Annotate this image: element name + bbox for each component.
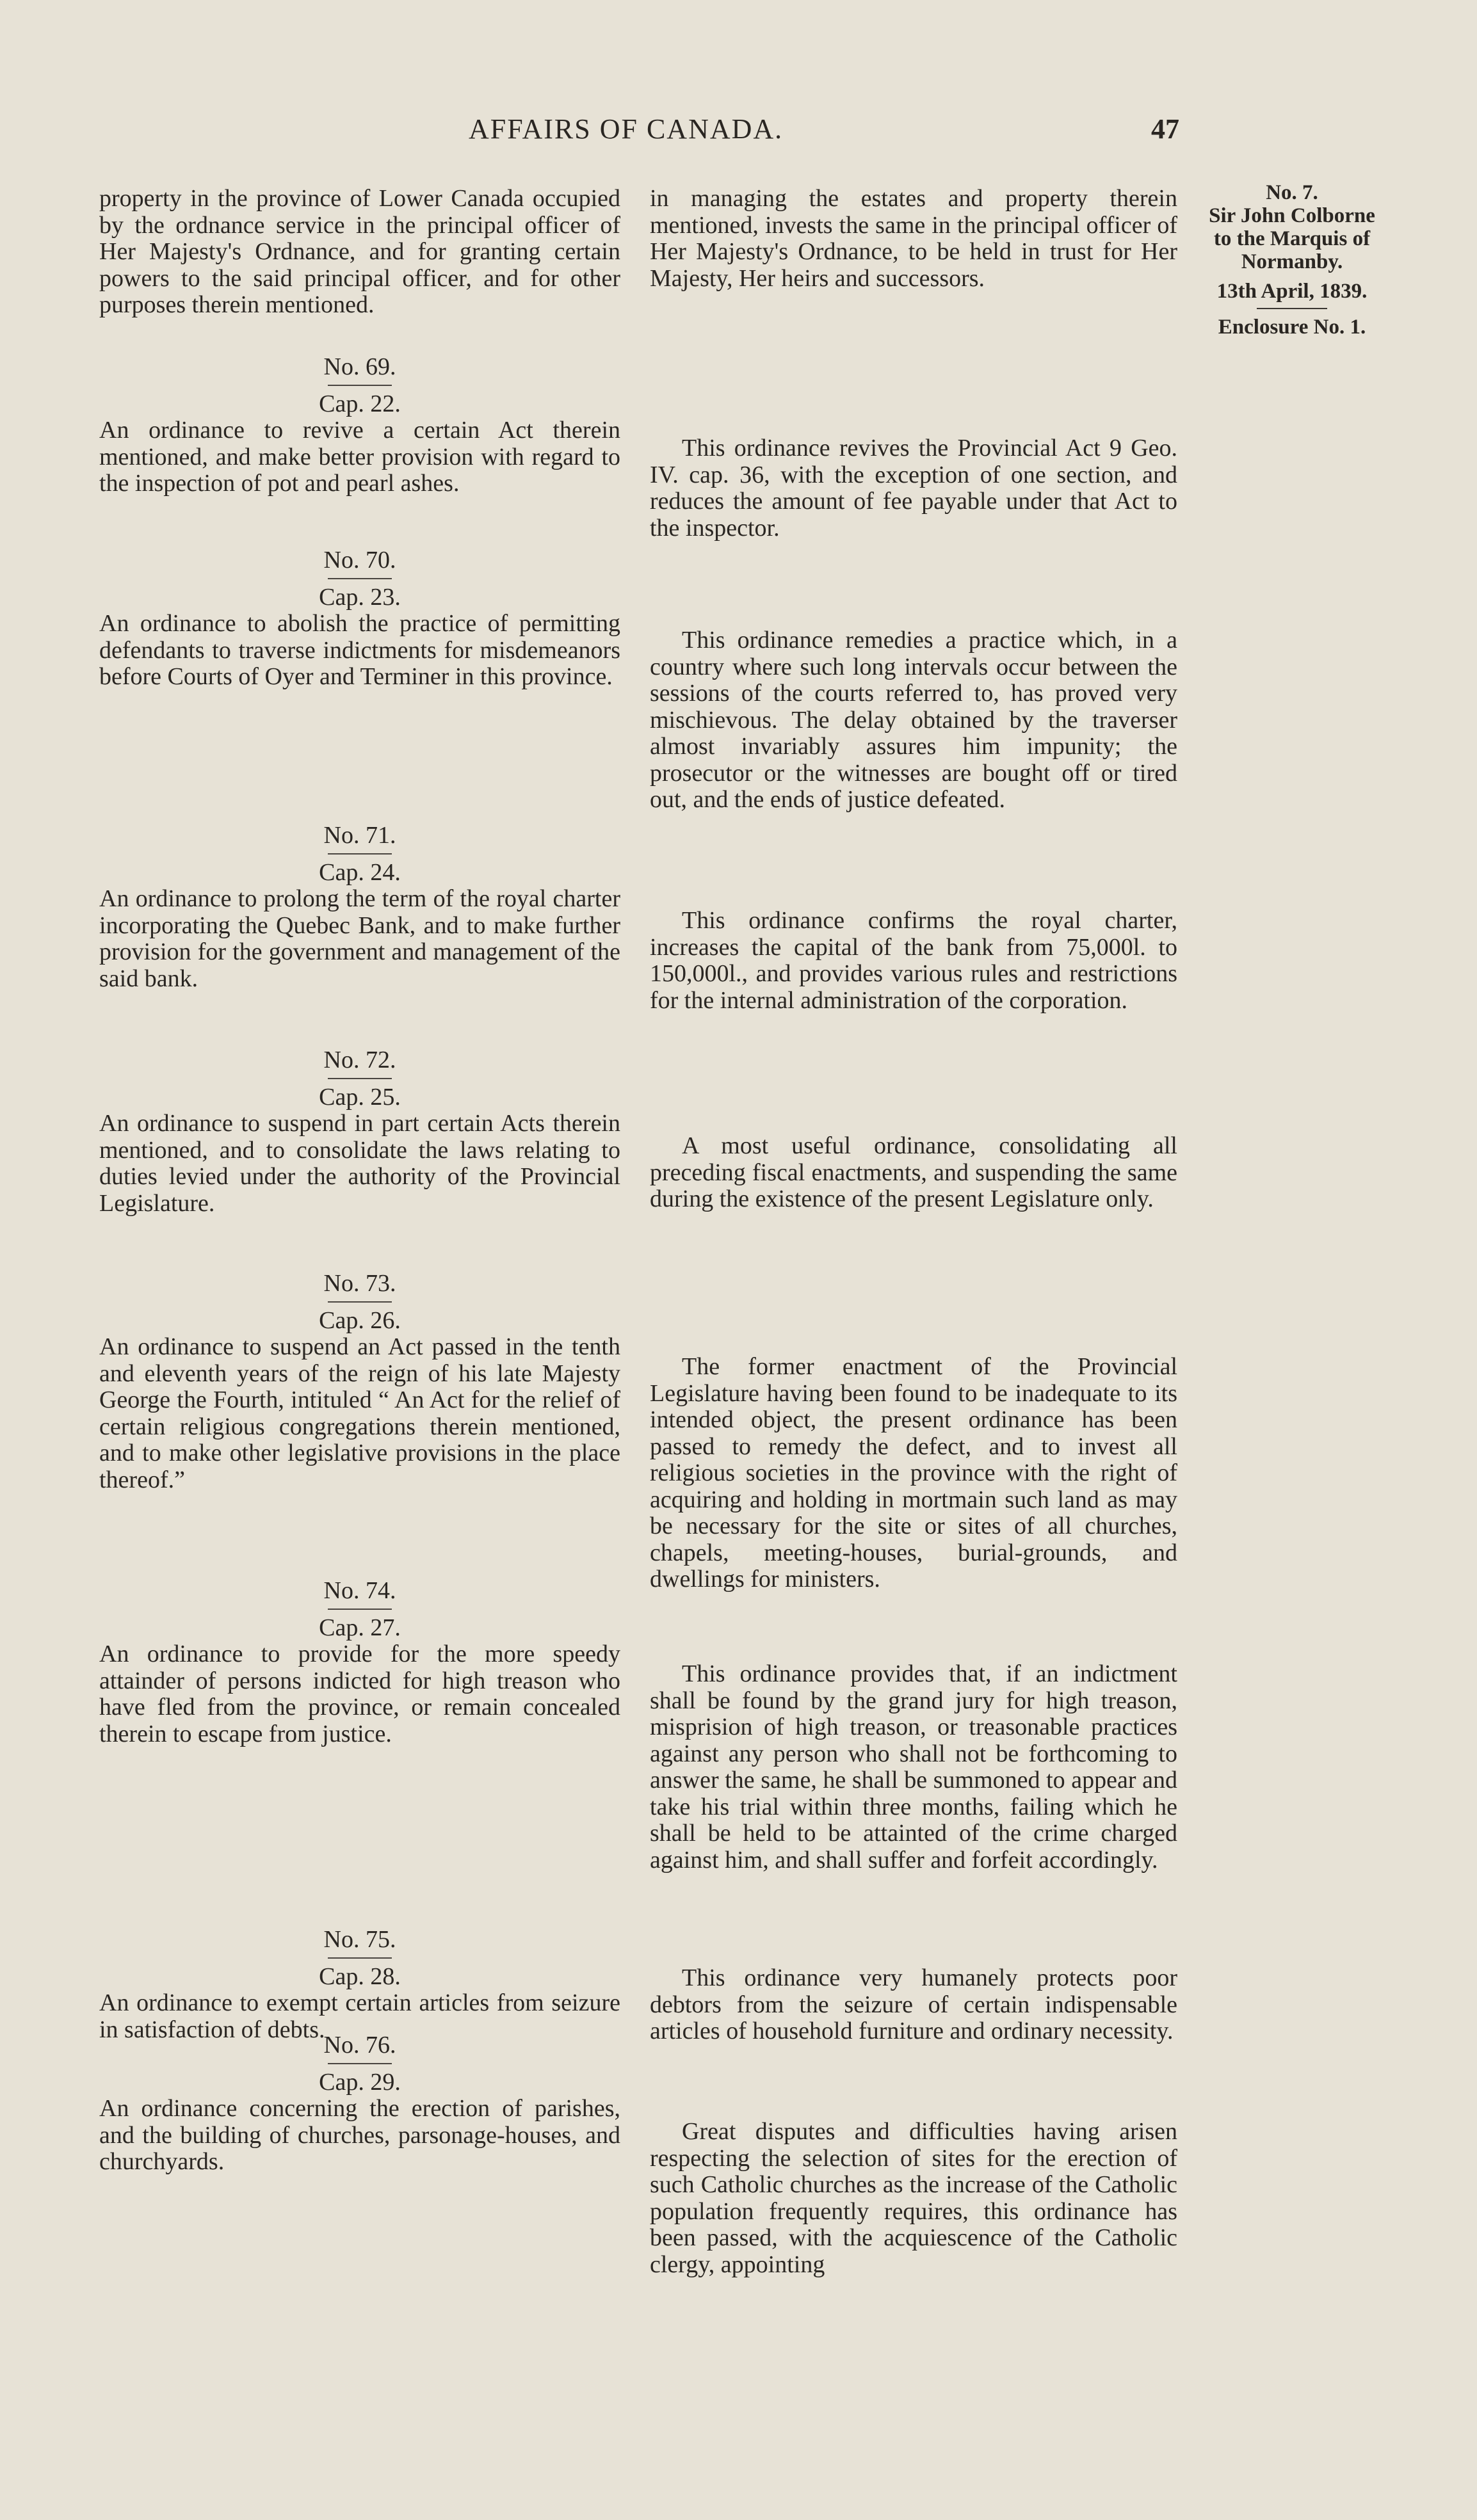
- summary-paragraph: [650, 1133, 1177, 1213]
- entry-number: No. 69.: [323, 353, 396, 380]
- chapter-label: Cap. 26.: [319, 1306, 401, 1334]
- entry-rule: [328, 2063, 392, 2064]
- chapter-label: Cap. 23.: [319, 583, 401, 611]
- entry-number: No. 70.: [323, 547, 396, 574]
- ordinance-entry: [99, 1927, 620, 2043]
- entry-text: An ordinance to suspend in part certain Acts therein mentioned, and to consolidate the laws relating to duties levied under the authority of the Provincial Legislature.: [99, 1110, 620, 1217]
- margin-note: [1190, 181, 1394, 339]
- chapter-label: Cap. 28.: [319, 1962, 401, 1990]
- entry-rule: [328, 385, 392, 386]
- summary-text: This ordinance very humanely protects poor debtors from the seizure of certain indispensable articles of household furniture and ordinary necessity.: [650, 1964, 1177, 2044]
- summary-text: Great disputes and difficulties having arisen respecting the selection of sites for the erection of such Catholic churches as the increase of the Catholic population frequently requires, this ordinance has been passed, with the acquiescence of the Catholic clergy, appointing: [650, 2118, 1177, 2278]
- chapter-label: Cap. 27.: [319, 1614, 401, 1641]
- summary-paragraph: [650, 908, 1177, 1014]
- ordinance-entry: [99, 354, 620, 497]
- entry-rule: [328, 1957, 392, 1959]
- entry-rule: [328, 578, 392, 579]
- intro-text: property in the province of Lower Canada occupied by the ordnance service in the principal officer of Her Majesty's Ordnance, and for granting certain powers to the said principal officer, and for other purposes therein mentioned.: [99, 185, 620, 318]
- entry-rule: [328, 1078, 392, 1079]
- entry-number: No. 75.: [323, 1926, 396, 1953]
- margin-note-enclosure: Enclosure No. 1.: [1218, 316, 1366, 339]
- summary-text: This ordinance revives the Provincial Act 9 Geo. IV. cap. 36, with the exception of one section, and reduces the amount of fee payable under that Act to the inspector.: [650, 435, 1177, 542]
- chapter-label: Cap. 25.: [319, 1083, 401, 1111]
- entry-text: An ordinance to provide for the more speedy attainder of persons indicted for high treason who have fled from the province, or remain concealed therein to escape from justice.: [99, 1641, 620, 1747]
- chapter-label: Cap. 29.: [319, 2068, 401, 2096]
- summary-text: in managing the estates and property therein mentioned, invests the same in the principal officer of Her Majesty's Ordnance, to be held in trust for Her Majesty, Her heirs and successors.: [650, 185, 1177, 292]
- margin-note-number: No. 7.: [1266, 181, 1318, 204]
- ordinance-entry: [99, 1047, 620, 1217]
- ordinance-entry: [99, 1578, 620, 1747]
- running-title: AFFAIRS OF CANADA.: [469, 113, 784, 145]
- ordinance-entry: [99, 547, 620, 691]
- summary-paragraph: [650, 1661, 1177, 1874]
- summary-paragraph: [650, 186, 1177, 292]
- entry-number: No. 74.: [323, 1577, 396, 1604]
- entry-number: No. 76.: [323, 2032, 396, 2059]
- summary-paragraph: [650, 435, 1177, 542]
- summary-text: A most useful ordinance, consolidating all preceding fiscal enactments, and suspending the same during the existence of the present Legislature only.: [650, 1132, 1177, 1212]
- entry-text: An ordinance to suspend an Act passed in the tenth and eleventh years of the reign of his late Majesty George the Fourth, intituled “ An Act for the relief of certain religious congregations therein mentioned, and to make other legislative provisions in the place thereof.”: [99, 1333, 620, 1493]
- ordinance-entry: [99, 2032, 620, 2176]
- summary-paragraph: [650, 1965, 1177, 2045]
- margin-note-rule: [1257, 308, 1327, 309]
- chapter-label: Cap. 22.: [319, 390, 401, 417]
- chapter-label: Cap. 24.: [319, 858, 401, 886]
- entry-number: No. 71.: [323, 822, 396, 849]
- entry-rule: [328, 853, 392, 855]
- entry-number: No. 72.: [323, 1047, 396, 1073]
- entry-text: An ordinance to exempt certain articles from seizure in satisfaction of debts.: [99, 1989, 620, 2043]
- margin-note-line: Sir John Colborne: [1209, 204, 1375, 227]
- entry-rule: [328, 1301, 392, 1303]
- summary-paragraph: [650, 2119, 1177, 2278]
- entry-text: An ordinance concerning the erection of parishes, and the building of churches, parsonage-houses, and churchyards.: [99, 2095, 620, 2175]
- summary-paragraph: [650, 627, 1177, 814]
- entry-number: No. 73.: [323, 1270, 396, 1297]
- summary-text: The former enactment of the Provincial Legislature having been found to be inadequate to its intended object, the present ordinance has been passed to remedy the defect, and to invest all religious societies in the province with the right of acquiring and holding in mortmain such land as may be necessary for the site or sites of all churches, chapels, meeting-houses, burial-grounds, and dwellings for ministers.: [650, 1353, 1177, 1593]
- entry-text: An ordinance to abolish the practice of permitting defendants to traverse indictments for misdemeanors before Courts of Oyer and Terminer in this province.: [99, 610, 620, 690]
- margin-note-line: to the Marquis of: [1213, 227, 1371, 250]
- summary-text: This ordinance confirms the royal charter, increases the capital of the bank from 75,000l. to 150,000l., and provides various rules and restrictions for the internal administration of the corporation.: [650, 907, 1177, 1014]
- ordinance-entry: [99, 823, 620, 992]
- margin-note-date: 13th April, 1839.: [1216, 280, 1368, 303]
- summary-paragraph: [650, 1354, 1177, 1593]
- page-header: [97, 113, 1179, 157]
- margin-note-line: Normanby.: [1241, 250, 1343, 273]
- entry-text: An ordinance to revive a certain Act therein mentioned, and make better provision with regard to the inspection of pot and pearl ashes.: [99, 417, 620, 497]
- entry-rule: [328, 1609, 392, 1610]
- entry-text: An ordinance to prolong the term of the royal charter incorporating the Quebec Bank, and to make further provision for the government and management of the said bank.: [99, 885, 620, 992]
- ordinance-entry: [99, 1271, 620, 1493]
- summary-text: This ordinance remedies a practice which, in a country where such long intervals occur between the sessions of the courts referred to, has proved very mischievous. The delay obtained by the traverser almost invariably assures him impunity; the prosecutor or the witnesses are bought off or tired out, and the ends of justice defeated.: [650, 627, 1177, 813]
- summary-text: This ordinance provides that, if an indictment shall be found by the grand jury for high treason, misprision of high treason, or treasonable practices against any person who shall not be forthcoming to answer the same, he shall be summoned to appear and take his trial within three months, failing which he shall be held to be attainted of the crime charged against him, and shall suffer and forfeit accordingly.: [650, 1660, 1177, 1874]
- page-number: 47: [1151, 113, 1179, 145]
- intro-block: [99, 186, 620, 319]
